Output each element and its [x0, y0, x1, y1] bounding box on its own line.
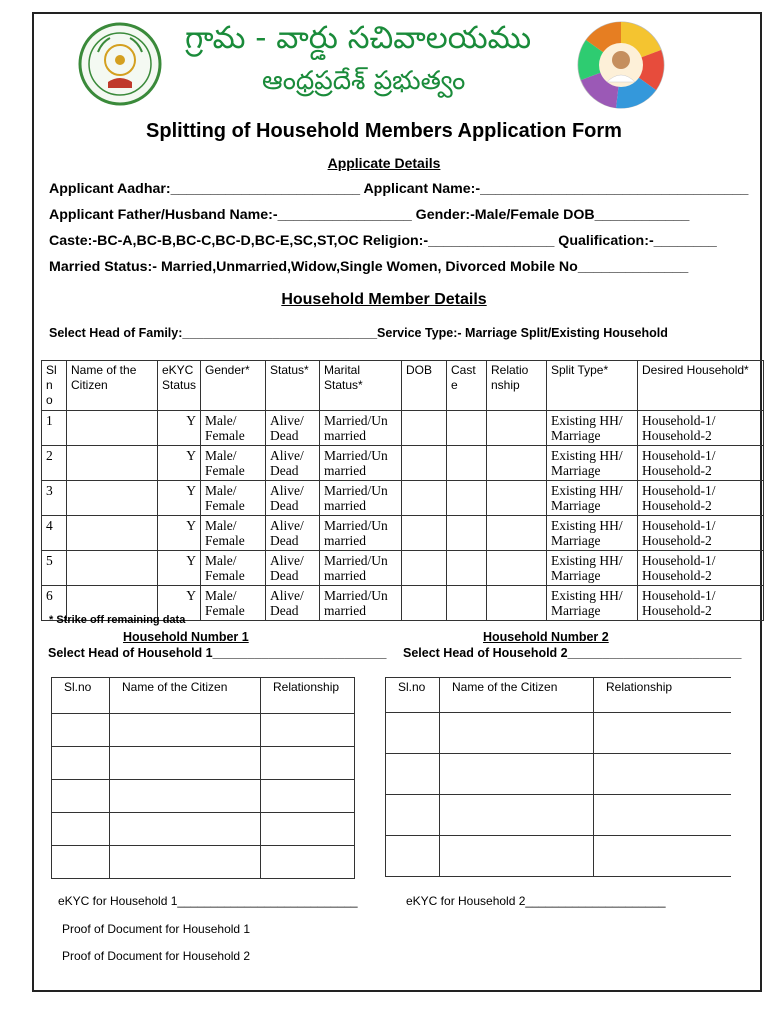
table-cell[interactable] — [594, 795, 731, 836]
cell-marital[interactable]: Married/Un married — [320, 411, 402, 446]
table-cell[interactable] — [52, 846, 110, 879]
table-cell[interactable] — [261, 714, 355, 747]
header-status: Status* — [266, 361, 320, 411]
cell-relationship[interactable] — [487, 411, 547, 446]
cell-split-type[interactable]: Existing HH/ Marriage — [547, 551, 638, 586]
applicant-line-aadhar-name[interactable]: Applicant Aadhar:________________________ Applicant Name:-__________________________________ — [49, 181, 749, 197]
table-cell[interactable] — [52, 780, 110, 813]
cell-dob[interactable] — [402, 481, 447, 516]
header-name: Name of the Citizen — [110, 678, 261, 714]
household2-select-head[interactable]: Select Head of Household 2_________________________ — [403, 646, 742, 660]
cell-dob[interactable] — [402, 446, 447, 481]
cell-ekyc[interactable]: Y — [158, 516, 201, 551]
table-row — [386, 713, 731, 754]
cell-name[interactable] — [67, 516, 158, 551]
household-members-table — [41, 360, 764, 621]
cell-ekyc[interactable]: Y — [158, 481, 201, 516]
cell-desired-household[interactable]: Household-1/ Household-2 — [638, 516, 764, 551]
table-cell[interactable] — [440, 754, 594, 795]
telugu-title-line1: గ్రామ - వార్డు సచివాలయము — [185, 20, 532, 56]
table-cell[interactable] — [110, 747, 261, 780]
header-split-type: Split Type* — [547, 361, 638, 411]
cell-sl-no[interactable]: 6 — [42, 586, 67, 621]
cell-gender[interactable]: Male/ Female — [201, 586, 266, 621]
table-row — [42, 446, 764, 481]
cell-sl-no[interactable]: 4 — [42, 516, 67, 551]
cell-sl-no[interactable]: 5 — [42, 551, 67, 586]
cell-sl-no[interactable]: 1 — [42, 411, 67, 446]
table-row — [386, 795, 731, 836]
applicant-section-title: Applicate Details — [327, 155, 441, 171]
header-dob: DOB — [402, 361, 447, 411]
cell-desired-household[interactable]: Household-1/ Household-2 — [638, 551, 764, 586]
cell-sl-no[interactable]: 2 — [42, 446, 67, 481]
cell-dob[interactable] — [402, 411, 447, 446]
header-caste: Cast e — [447, 361, 487, 411]
cell-gender[interactable]: Male/ Female — [201, 516, 266, 551]
cell-ekyc[interactable]: Y — [158, 411, 201, 446]
proof-household2: Proof of Document for Household 2 — [62, 949, 251, 963]
table-row — [386, 754, 731, 795]
table-cell[interactable] — [440, 795, 594, 836]
table-cell[interactable] — [594, 713, 731, 754]
ekyc-household1[interactable]: eKYC for Household 1___________________________ — [58, 894, 358, 908]
table-row — [52, 846, 355, 879]
table-row — [386, 836, 731, 877]
table-cell[interactable] — [386, 713, 440, 754]
table-header-row — [42, 361, 764, 411]
cell-marital[interactable]: Married/Un married — [320, 481, 402, 516]
cell-ekyc[interactable]: Y — [158, 551, 201, 586]
proof-household1: Proof of Document for Household 1 — [62, 922, 251, 936]
cell-split-type[interactable]: Existing HH/ Marriage — [547, 516, 638, 551]
household1-table — [51, 677, 355, 879]
cell-status[interactable]: Alive/ Dead — [266, 586, 320, 621]
cell-name[interactable] — [67, 446, 158, 481]
cell-name[interactable] — [67, 481, 158, 516]
cell-name[interactable] — [67, 551, 158, 586]
cell-status[interactable]: Alive/ Dead — [266, 446, 320, 481]
table-row — [52, 780, 355, 813]
table-cell[interactable] — [386, 754, 440, 795]
header-relationship: Relationship — [261, 678, 355, 714]
cell-status[interactable]: Alive/ Dead — [266, 551, 320, 586]
cell-gender[interactable]: Male/ Female — [201, 481, 266, 516]
household1-title: Household Number 1 — [123, 630, 249, 644]
table-cell[interactable] — [261, 813, 355, 846]
cell-relationship[interactable] — [487, 446, 547, 481]
cell-dob[interactable] — [402, 551, 447, 586]
table-cell[interactable] — [440, 713, 594, 754]
household2-table — [385, 677, 731, 877]
cell-sl-no[interactable]: 3 — [42, 481, 67, 516]
table-row — [52, 714, 355, 747]
table-cell[interactable] — [261, 780, 355, 813]
cell-status[interactable]: Alive/ Dead — [266, 411, 320, 446]
table-cell[interactable] — [261, 747, 355, 780]
table-row — [52, 747, 355, 780]
header-name: Name of the Citizen — [67, 361, 158, 411]
applicant-line-caste-religion-qualification[interactable]: Caste:-BC-A,BC-B,BC-C,BC-D,BC-E,SC,ST,OC Religion:-________________ Qualification:-________ — [49, 233, 717, 249]
cell-ekyc[interactable]: Y — [158, 446, 201, 481]
table-row — [42, 551, 764, 586]
cell-split-type[interactable]: Existing HH/ Marriage — [547, 481, 638, 516]
table-cell[interactable] — [52, 813, 110, 846]
cell-desired-household[interactable]: Household-1/ Household-2 — [638, 586, 764, 621]
cell-status[interactable]: Alive/ Dead — [266, 516, 320, 551]
cell-name[interactable] — [67, 411, 158, 446]
ekyc-household2[interactable]: eKYC for Household 2_____________________ — [406, 894, 666, 908]
header-relationship: Relatio nship — [487, 361, 547, 411]
table-cell[interactable] — [386, 836, 440, 877]
table-cell[interactable] — [594, 836, 731, 877]
cell-caste[interactable] — [447, 481, 487, 516]
secretariat-logo-icon — [576, 20, 666, 110]
header-gender: Gender* — [201, 361, 266, 411]
table-cell[interactable] — [110, 846, 261, 879]
header-sl-no: Sl.no — [386, 678, 440, 713]
select-head-of-family[interactable]: Select Head of Family:____________________________Service Type:- Marriage Split/Existing Household — [49, 326, 668, 340]
header-ekyc: eKYC Status — [158, 361, 201, 411]
cell-relationship[interactable] — [487, 551, 547, 586]
household1-select-head[interactable]: Select Head of Household 1_________________________ — [48, 646, 387, 660]
household2-title: Household Number 2 — [483, 630, 609, 644]
cell-caste[interactable] — [447, 516, 487, 551]
table-cell[interactable] — [52, 747, 110, 780]
applicant-line-married-mobile[interactable]: Married Status:- Married,Unmarried,Widow,Single Women, Divorced Mobile No______________ — [49, 259, 689, 275]
table-cell[interactable] — [594, 754, 731, 795]
header-desired-household: Desired Household* — [638, 361, 764, 411]
cell-marital[interactable]: Married/Un married — [320, 446, 402, 481]
cell-split-type[interactable]: Existing HH/ Marriage — [547, 446, 638, 481]
header-sl-no: Sl n o — [42, 361, 67, 411]
table-row — [42, 411, 764, 446]
cell-marital[interactable]: Married/Un married — [320, 516, 402, 551]
table-header-row — [52, 678, 355, 714]
form-title: Splitting of Household Members Application Form — [146, 120, 622, 142]
cell-relationship[interactable] — [487, 516, 547, 551]
cell-gender[interactable]: Male/ Female — [201, 411, 266, 446]
cell-marital[interactable]: Married/Un married — [320, 586, 402, 621]
table-cell[interactable] — [52, 714, 110, 747]
cell-desired-household[interactable]: Household-1/ Household-2 — [638, 411, 764, 446]
telugu-title-line2: ఆంధ్రప్రదేశ్ ప్రభుత్వం — [262, 66, 466, 96]
table-cell[interactable] — [261, 846, 355, 879]
ap-state-emblem-icon — [78, 22, 162, 106]
cell-gender[interactable]: Male/ Female — [201, 551, 266, 586]
header-name: Name of the Citizen — [440, 678, 594, 713]
cell-caste[interactable] — [447, 586, 487, 621]
applicant-line-father-gender-dob[interactable]: Applicant Father/Husband Name:-_________________ Gender:-Male/Female DOB____________ — [49, 207, 690, 223]
header-sl-no: Sl.no — [52, 678, 110, 714]
cell-desired-household[interactable]: Household-1/ Household-2 — [638, 481, 764, 516]
cell-relationship[interactable] — [487, 481, 547, 516]
cell-status[interactable]: Alive/ Dead — [266, 481, 320, 516]
table-cell[interactable] — [110, 813, 261, 846]
cell-caste[interactable] — [447, 446, 487, 481]
cell-split-type[interactable]: Existing HH/ Marriage — [547, 411, 638, 446]
table-header-row — [386, 678, 731, 713]
cell-split-type[interactable]: Existing HH/ Marriage — [547, 586, 638, 621]
member-section-title: Household Member Details — [281, 291, 487, 308]
header-relationship: Relationship — [594, 678, 731, 713]
table-row — [52, 813, 355, 846]
cell-caste[interactable] — [447, 551, 487, 586]
header-marital: Marital Status* — [320, 361, 402, 411]
table-cell[interactable] — [440, 836, 594, 877]
cell-gender[interactable]: Male/ Female — [201, 446, 266, 481]
strike-off-note: * Strike off remaining data — [49, 614, 186, 626]
table-row — [42, 481, 764, 516]
table-cell[interactable] — [110, 780, 261, 813]
cell-dob[interactable] — [402, 586, 447, 621]
cell-ekyc[interactable]: Y — [158, 586, 201, 621]
cell-caste[interactable] — [447, 411, 487, 446]
table-cell[interactable] — [110, 714, 261, 747]
table-row — [42, 516, 764, 551]
cell-marital[interactable]: Married/Un married — [320, 551, 402, 586]
cell-dob[interactable] — [402, 516, 447, 551]
cell-desired-household[interactable]: Household-1/ Household-2 — [638, 446, 764, 481]
table-cell[interactable] — [386, 795, 440, 836]
cell-relationship[interactable] — [487, 586, 547, 621]
